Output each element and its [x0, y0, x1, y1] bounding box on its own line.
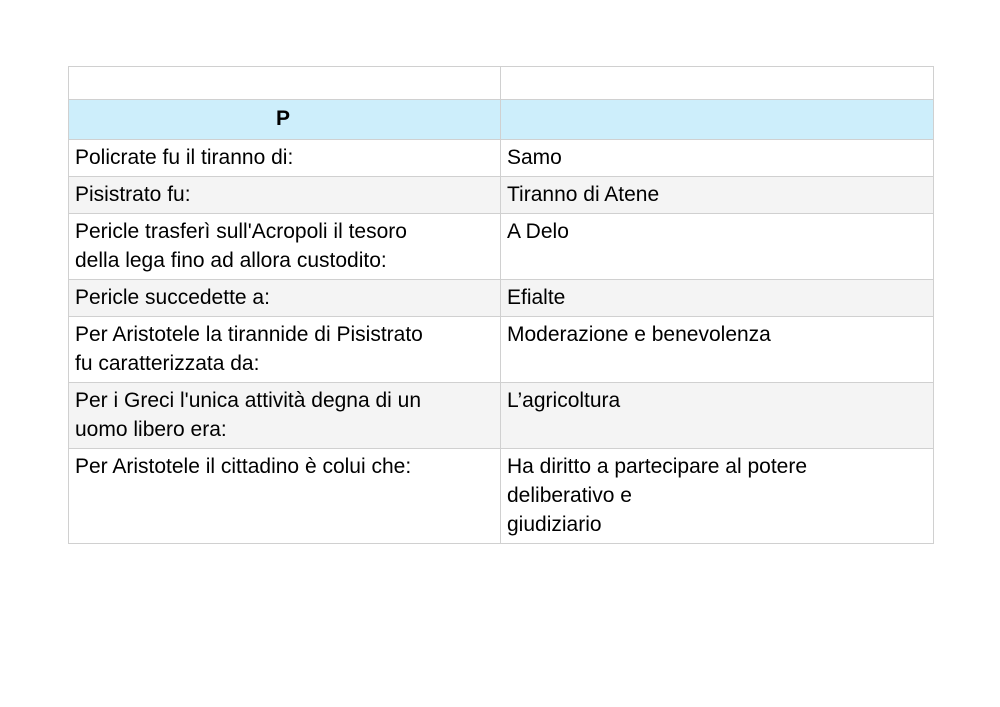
- empty-cell[interactable]: [69, 67, 501, 100]
- table-row: [69, 140, 934, 177]
- section-header-answer[interactable]: [501, 100, 934, 140]
- answer-cell[interactable]: Moderazione e benevolenza: [501, 317, 934, 383]
- question-cell[interactable]: Pericle trasferì sull'Acropoli il tesoro della lega fino ad allora custodito:: [69, 214, 501, 280]
- table-row: [69, 449, 934, 544]
- quiz-table: [68, 66, 934, 544]
- question-cell[interactable]: Per Aristotele la tirannide di Pisistrato fu caratterizzata da:: [69, 317, 501, 383]
- question-cell[interactable]: Per Aristotele il cittadino è colui che:: [69, 449, 501, 544]
- question-cell[interactable]: Per i Greci l'unica attività degna di un uomo libero era:: [69, 383, 501, 449]
- empty-cell[interactable]: [501, 67, 934, 100]
- question-cell[interactable]: Pisistrato fu:: [69, 177, 501, 214]
- answer-cell[interactable]: Efialte: [501, 280, 934, 317]
- table-row: [69, 280, 934, 317]
- empty-row: [69, 67, 934, 100]
- question-cell[interactable]: Pericle succedette a:: [69, 280, 501, 317]
- table-row: [69, 383, 934, 449]
- table-row: [69, 214, 934, 280]
- answer-cell[interactable]: Tiranno di Atene: [501, 177, 934, 214]
- table-row: [69, 317, 934, 383]
- answer-cell[interactable]: L’agricoltura: [501, 383, 934, 449]
- answer-cell[interactable]: A Delo: [501, 214, 934, 280]
- question-cell[interactable]: Policrate fu il tiranno di:: [69, 140, 501, 177]
- section-header-row: [69, 100, 934, 140]
- answer-cell[interactable]: Ha diritto a partecipare al potere deliberativo e giudiziario: [501, 449, 934, 544]
- table-row: [69, 177, 934, 214]
- section-letter[interactable]: P: [69, 100, 501, 140]
- answer-cell[interactable]: Samo: [501, 140, 934, 177]
